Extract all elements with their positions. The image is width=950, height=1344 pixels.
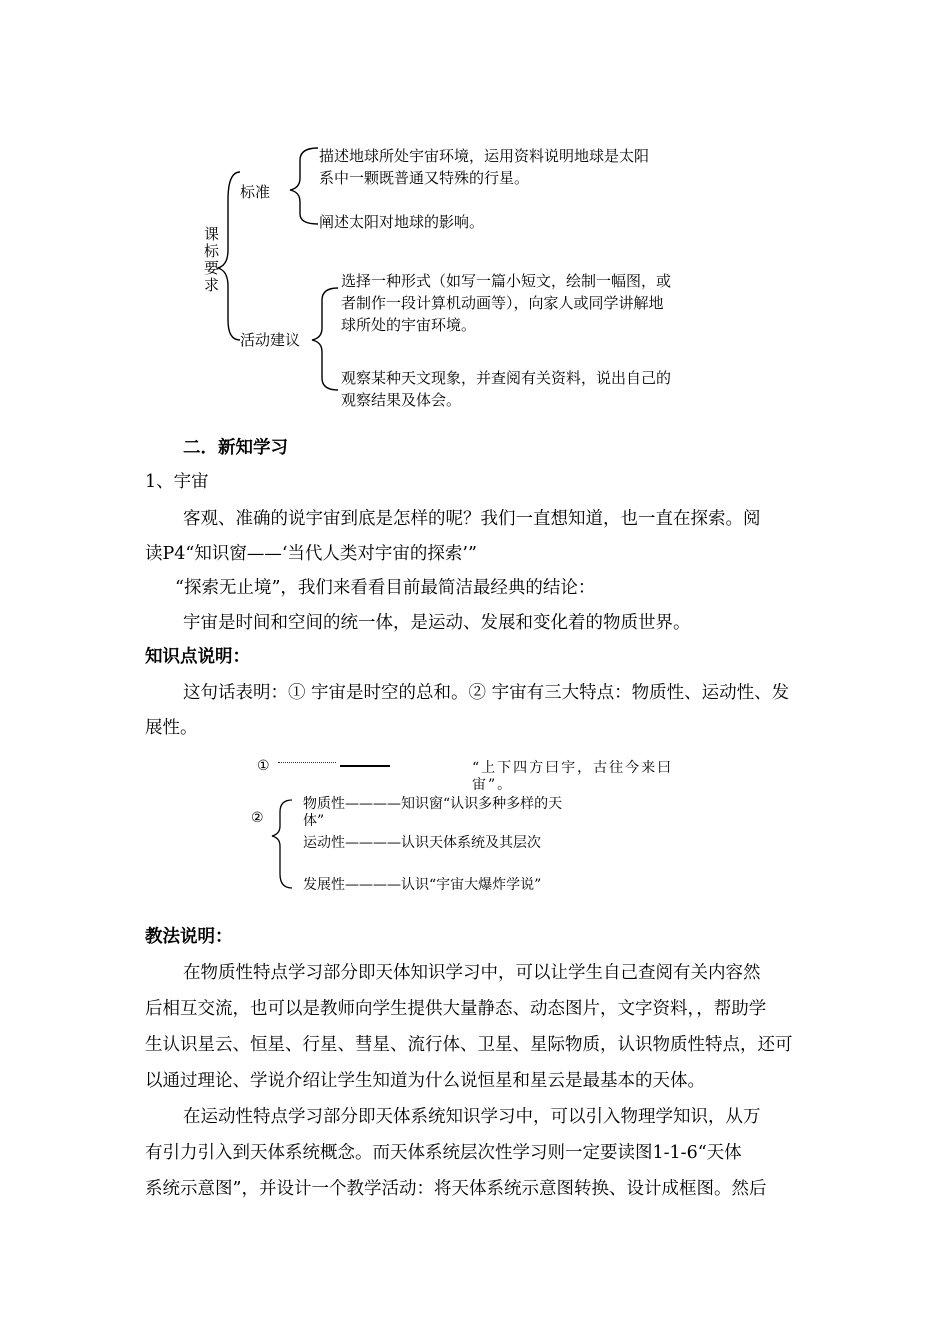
diagram-root-label: 课标要求 [204, 225, 220, 294]
activity-item-2-line-2: 观察结果及体会。 [341, 391, 462, 409]
quote-line-1: “上下四方曰宇，古往今来曰 [472, 760, 674, 776]
para1-line2: 读P4“知识窗——‘当代人类对宇宙的探索’” [145, 544, 477, 564]
para5-line2: 后相互交流，也可以是教师向学生提供大量静态、动态图片，文字资料，，帮助学 [145, 999, 767, 1019]
section-title: 二．新知学习 [183, 438, 288, 458]
activity-item-1-line-1: 选择一种形式（如写一篇小短文，绘制一幅图，或 [341, 272, 672, 290]
branch-standard-label: 标准 [240, 183, 271, 201]
standard-item-1-line-1: 描述地球所处宇宙环境，运用资料说明地球是太阳 [319, 147, 650, 165]
diagram2-quote [472, 760, 673, 794]
heading-knowledge-point: 知识点说明： [145, 647, 250, 667]
heading-teaching-method: 教法说明： [145, 927, 233, 947]
activity-item-1-line-3: 球所处的宇宙环境。 [341, 316, 477, 334]
feature-material-line-1: 物质性————知识窗“认识多种多样的天 [303, 796, 563, 812]
feature-material [303, 796, 562, 830]
feature-material-line-2: 体” [303, 813, 325, 829]
item1-number: ① [257, 758, 270, 774]
quote-line-2: 宙”。 [472, 777, 514, 793]
para2: “探索无止境”，我们来看看目前最简洁最经典的结论： [175, 578, 596, 598]
para3: 宇宙是时间和空间的统一体，是运动、发展和变化着的物质世界。 [183, 613, 691, 633]
diagram2-item1 [257, 758, 390, 774]
para4-line2: 展性。 [145, 718, 198, 738]
feature-motion: 运动性————认识天体系统及其层次 [303, 835, 541, 851]
activity-item-1 [341, 270, 671, 336]
standard-item-2: 阐述太阳对地球的影响。 [319, 213, 485, 231]
activity-item-2 [341, 367, 671, 411]
para5-line1: 在物质性特点学习部分即天体知识学习中，可以让学生自己查阅有关内容然 [183, 963, 761, 983]
long-dash [340, 765, 390, 767]
feature-development: 发展性————认识“宇宙大爆炸学说” [303, 877, 542, 893]
standard-item-1 [319, 145, 649, 189]
branch-activity-label: 活动建议 [240, 331, 301, 349]
para6-line3: 系统示意图”，并设计一个教学活动：将天体系统示意图转换、设计成框图。然后 [145, 1179, 767, 1199]
para5-line3: 生认识星云、恒星、行星、彗星、流行体、卫星、星际物质，认识物质性特点，还可 [145, 1035, 793, 1055]
para6-line2: 有引力引入到天体系统概念。而天体系统层次性学习则一定要读图1-1-6“天体 [145, 1143, 742, 1163]
activity-item-2-line-1: 观察某种天文现象，并查阅有关资料，说出自己的 [341, 369, 672, 387]
activity-item-1-line-2: 者制作一段计算机动画等），向家人或同学讲解地 [341, 294, 664, 312]
garbled-text-placeholder [278, 762, 336, 771]
item2-number: ② [251, 810, 264, 826]
subsection-universe: 1、宇宙 [145, 472, 209, 492]
para5-line4: 以通过理论、学说介绍让学生知道为什么说恒星和星云是最基本的天体。 [145, 1071, 705, 1091]
standard-item-1-line-2: 系中一颗既普通又特殊的行星。 [319, 169, 530, 187]
para4-line1: 这句话表明：① 宇宙是时空的总和。② 宇宙有三大特点：物质性、运动性、发 [183, 683, 790, 703]
para1-line1: 客观、准确的说宇宙到底是怎样的呢？我们一直想知道，也一直在探索。阅 [183, 509, 761, 529]
para6-line1: 在运动性特点学习部分即天体系统知识学习中，可以引入物理学知识，从万 [183, 1107, 761, 1127]
